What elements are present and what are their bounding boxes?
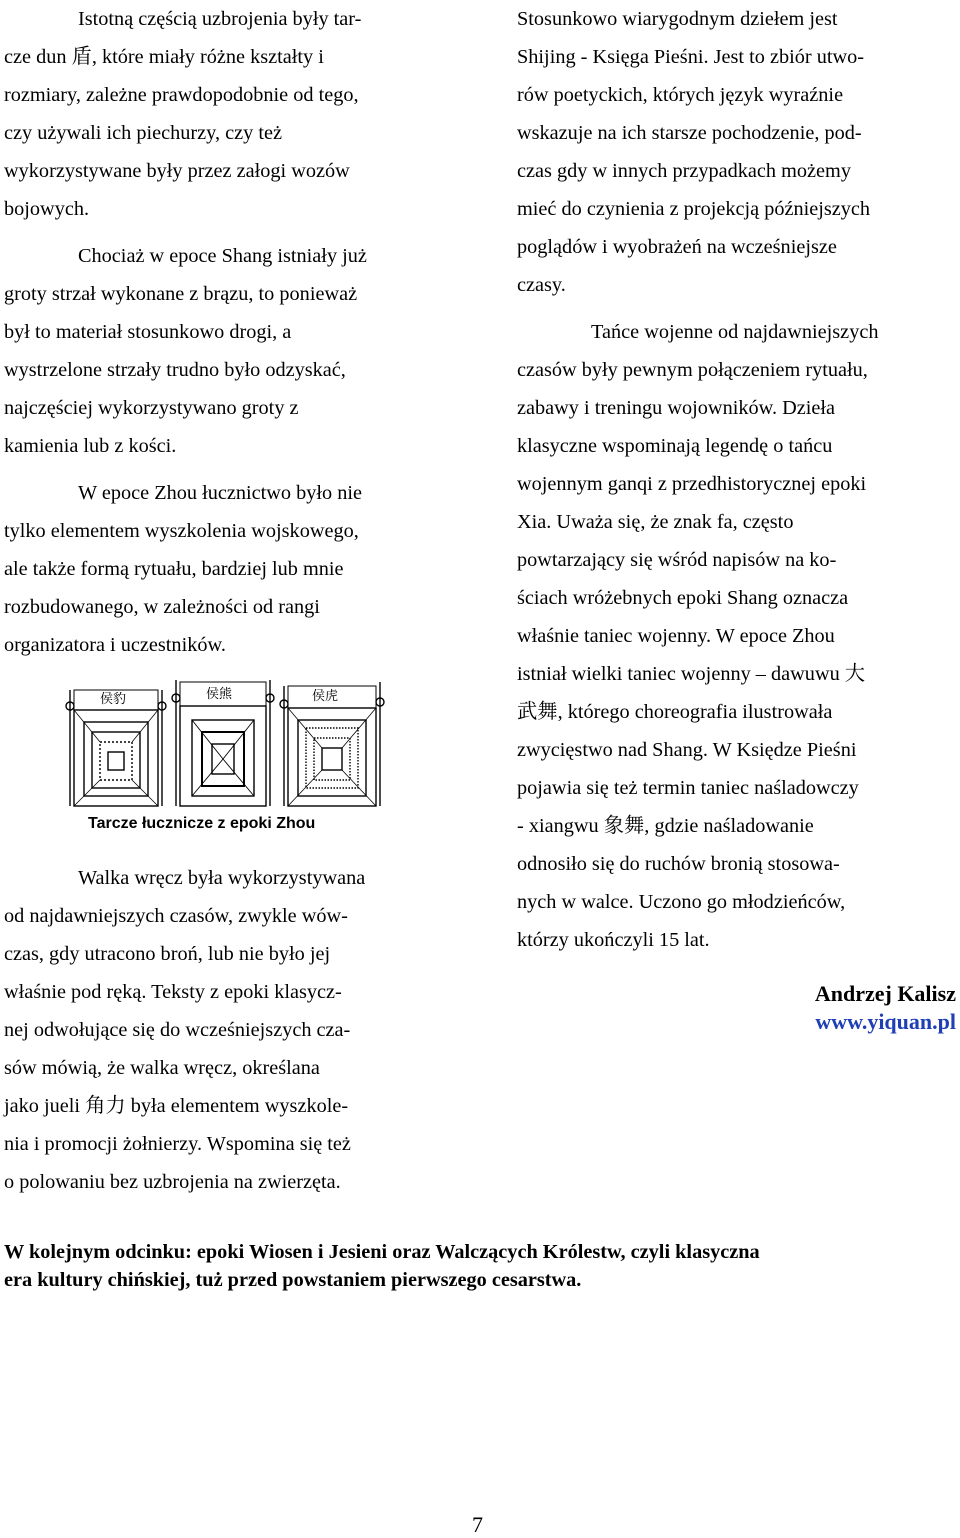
text-line: istniał wielki taniec wojenny – dawuwu 大 bbox=[517, 663, 866, 685]
text-line: Xia. Uważa się, że znak fa, często bbox=[517, 511, 794, 533]
text-line: wojennym ganqi z przedhistorycznej epoki bbox=[517, 473, 867, 495]
paragraph-hand-combat bbox=[4, 859, 456, 1201]
paragraph-arrowheads bbox=[4, 237, 456, 465]
text-line: którzy ukończyli 15 lat. bbox=[517, 929, 710, 951]
text-line: wystrzelone strzały trudno było odzyskać, bbox=[4, 359, 346, 381]
text-line: Stosunkowo wiarygodnym dziełem jest bbox=[517, 8, 838, 30]
text-line: jako jueli 角力 była elementem wyszkole- bbox=[4, 1095, 349, 1117]
paragraph-archery bbox=[4, 474, 456, 664]
text-line: W epoce Zhou łucznictwo było nie bbox=[78, 482, 363, 504]
text-line: powtarzający się wśród napisów na ko- bbox=[517, 549, 837, 571]
text-line: Shijing - Księga Pieśni. Jest to zbiór utwo- bbox=[517, 46, 865, 68]
left-column bbox=[4, 0, 456, 664]
text-line: bojowych. bbox=[4, 198, 90, 220]
target-label: 侯豹 bbox=[100, 692, 127, 707]
figure-caption: Tarcze łucznicze z epoki Zhou bbox=[88, 815, 316, 832]
text-line: Walka wręcz była wykorzystywana bbox=[78, 867, 366, 889]
text-line: właśnie taniec wojenny. W epoce Zhou bbox=[517, 625, 835, 647]
text-line: czy używali ich piechurzy, czy też bbox=[4, 122, 282, 144]
text-line: zwycięstwo nad Shang. W Księdze Pieśni bbox=[517, 739, 857, 761]
text-line: nia i promocji żołnierzy. Wspomina się też bbox=[4, 1133, 351, 1155]
text-line: czas, gdy utracono broń, lub nie było jej bbox=[4, 943, 331, 965]
text-line: tylko elementem wyszkolenia wojskowego, bbox=[4, 520, 359, 542]
paragraph-shields bbox=[4, 0, 456, 228]
text-line: era kultury chińskiej, tuż przed powstaniem pierwszego cesarstwa. bbox=[4, 1269, 582, 1291]
text-line: pojawia się też termin taniec naśladowczy bbox=[517, 777, 859, 799]
text-line: nej odwołujące się do wcześniejszych cza- bbox=[4, 1019, 351, 1041]
text-line: zabawy i treningu wojowników. Dzieła bbox=[517, 397, 836, 419]
text-line: czas gdy w innych przypadkach możemy bbox=[517, 160, 851, 182]
page-number: 7 bbox=[472, 1512, 483, 1537]
text-line: wskazuje na ich starsze pochodzenie, pod- bbox=[517, 122, 862, 144]
paragraph-war-dances bbox=[517, 313, 957, 959]
target-label: 侯熊 bbox=[206, 687, 233, 702]
text-line: od najdawniejszych czasów, zwykle wów- bbox=[4, 905, 348, 927]
text-line: właśnie pod ręką. Teksty z epoki klasycz- bbox=[4, 981, 342, 1003]
text-line: - xiangwu 象舞, gdzie naśladowanie bbox=[517, 815, 814, 837]
text-line: W kolejnym odcinku: epoki Wiosen i Jesieni oraz Walczących Królestw, czyli klasyczna bbox=[4, 1241, 760, 1263]
text-line: kamienia lub z kości. bbox=[4, 435, 177, 457]
text-line: rozmiary, zależne prawdopodobnie od tego, bbox=[4, 84, 359, 106]
author-website-link[interactable]: www.yiquan.pl bbox=[815, 1009, 956, 1034]
text-line: odnosiło się do ruchów bronią stosowa- bbox=[517, 853, 840, 875]
text-line: Tańce wojenne od najdawniejszych bbox=[591, 321, 879, 343]
right-column bbox=[517, 0, 957, 959]
left-column-lower bbox=[4, 859, 456, 1201]
text-line: najczęściej wykorzystywano groty z bbox=[4, 397, 299, 419]
text-line: ale także formą rytuału, bardziej lub mnie bbox=[4, 558, 344, 580]
text-line: 武舞, którego choreografia ilustrowała bbox=[517, 701, 833, 723]
author-signature bbox=[815, 980, 956, 1036]
text-line: wykorzystywane były przez załogi wozów bbox=[4, 160, 350, 182]
next-episode-note bbox=[4, 1238, 956, 1294]
text-line: Chociaż w epoce Shang istniały już bbox=[78, 245, 367, 267]
text-line: nych w walce. Uczono go młodzieńców, bbox=[517, 891, 846, 913]
text-line: poglądów i wyobrażeń na wcześniejsze bbox=[517, 236, 837, 258]
target-label: 侯虎 bbox=[312, 689, 339, 704]
author-name: Andrzej Kalisz bbox=[814, 981, 956, 1006]
text-line: czasy. bbox=[517, 274, 566, 296]
paragraph-shijing bbox=[517, 0, 957, 304]
text-line: rozbudowanego, w zależności od rangi bbox=[4, 596, 320, 618]
text-line: sów mówią, że walka wręcz, określana bbox=[4, 1057, 320, 1079]
text-line: cze dun 盾, które miały różne kształty i bbox=[4, 46, 324, 68]
text-line: czasów były pewnym połączeniem rytuału, bbox=[517, 359, 868, 381]
text-line: Istotną częścią uzbrojenia były tar- bbox=[78, 8, 362, 30]
text-line: organizatora i uczestników. bbox=[4, 634, 226, 656]
target-leopard bbox=[66, 690, 166, 806]
text-line: klasyczne wspominają legendę o tańcu bbox=[517, 435, 833, 457]
text-line: o polowaniu bez uzbrojenia na zwierzęta. bbox=[4, 1171, 341, 1193]
text-line: groty strzał wykonane z brązu, to ponieważ bbox=[4, 283, 358, 305]
text-line: ściach wróżebnych epoki Shang oznacza bbox=[517, 587, 849, 609]
text-line: był to materiał stosunkowo drogi, a bbox=[4, 321, 292, 343]
text-line: mieć do czynienia z projekcją późniejszych bbox=[517, 198, 871, 220]
text-line: rów poetyckich, których język wyraźnie bbox=[517, 84, 844, 106]
